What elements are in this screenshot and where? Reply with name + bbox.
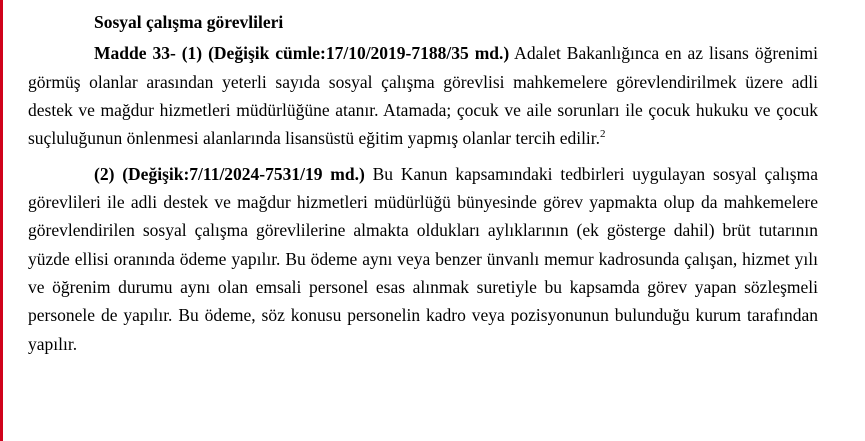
page-content xyxy=(28,0,818,358)
paragraph-1-body: Adalet Bakanlığınca en az lisans öğrenimi görmüş olanlar arasından yeterli sayıda sosyal çalışma görevlisi mahkemelere görevlendirilmek üzere adli destek ve mağdur hizmetleri müdürlüğüne atanır. Atamada; çocuk ve aile sorunları ile çocuk hukuku ve çocuk suçluluğunun önlenmesi alanlarında lisansüstü eğitim yapmış olanlar tercih edilir. xyxy=(28,43,819,149)
left-margin-change-bar xyxy=(0,0,3,441)
paragraph-2-number: (2) xyxy=(94,163,123,184)
clipped-top-line xyxy=(28,0,818,4)
footnote-marker-2: 2 xyxy=(600,128,606,141)
paragraph-1 xyxy=(28,39,818,152)
article-label-suffix: - (1) xyxy=(169,43,209,64)
article-label: Madde 33 xyxy=(94,43,170,64)
paragraph-2-body: Bu Kanun kapsamındaki tedbirleri uygulayan sosyal çalışma görevlileri ile adli destek ve mağdur hizmetleri müdürlüğü bünyesinde görev yapmakta olup da mahkemelere görevlendirilen sosyal çalışma görevlilerine almakta oldukları aylıklarının (ek gösterge dahil) brüt tutarının yüzde ellisi oranında ödeme yapılır. Bu ödeme aynı veya benzer ünvanlı memur kadrosunda çalışan, hizmet yılı ve öğrenim durumu aynı olan emsali personel esas alınmak suretiyle bu kapsamda görev yapan sözleşmeli personele de yapılır. Bu ödeme, söz konusu personelin kadro veya pozisyonunun bulunduğu kurum tarafından yapılır. xyxy=(28,163,819,354)
amendment-note-1: (Değişik cümle:17/10/2019-7188/35 md.) xyxy=(208,43,510,64)
paragraph-2 xyxy=(28,160,818,358)
section-heading: Sosyal çalışma görevlileri xyxy=(94,12,284,32)
amendment-note-2: (Değişik:7/11/2024-7531/19 md.) xyxy=(122,163,365,184)
